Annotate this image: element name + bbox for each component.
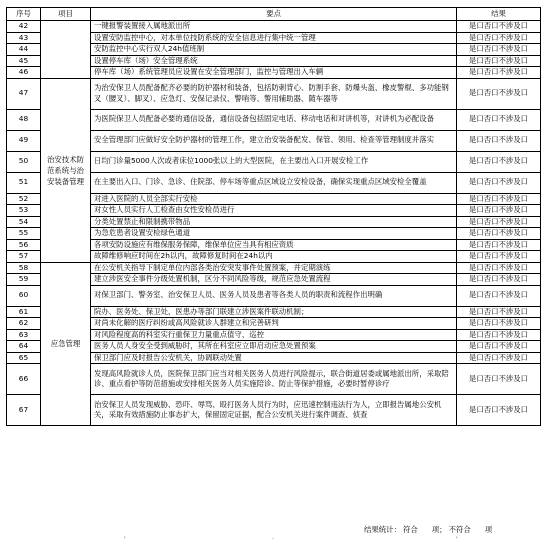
row-key-point: 在公安机关指导下制定单位内部各类治安突发事件处置预案，并定期演练 — [91, 262, 457, 274]
row-serial-no: 60 — [7, 285, 41, 306]
row-result-checkboxes[interactable]: 是口否口不涉及口 — [457, 395, 541, 426]
row-serial-no: 42 — [7, 21, 41, 33]
row-result-checkboxes[interactable]: 是口否口不涉及口 — [457, 67, 541, 79]
row-key-point: 一键报警装置接入属地派出所 — [91, 21, 457, 33]
row-key-point: 对尚未化解的医疗纠纷或高风险就诊人群建立和完善研判 — [91, 318, 457, 330]
header-serial-no: 序号 — [7, 8, 41, 21]
row-key-point: 各项安防设施应有维保服务保障，维保单位应当具有相应资质 — [91, 239, 457, 251]
row-key-point: 保卫部门应及时报告公安机关，协调联动处置 — [91, 352, 457, 364]
row-serial-no: 67 — [7, 395, 41, 426]
table-header-row — [7, 8, 541, 21]
row-result-checkboxes[interactable]: 是口否口不涉及口 — [457, 228, 541, 240]
row-result-checkboxes[interactable]: 是口否口不涉及口 — [457, 285, 541, 306]
row-serial-no: 51 — [7, 172, 41, 193]
row-key-point: 安防监控中心实行双人24h值班制 — [91, 44, 457, 56]
summary-nonconform-unit: 项 — [484, 525, 493, 534]
row-result-checkboxes[interactable]: 是口否口不涉及口 — [457, 262, 541, 274]
row-result-checkboxes[interactable]: 是口否口不涉及口 — [457, 55, 541, 67]
row-serial-no: 49 — [7, 130, 41, 151]
row-result-checkboxes[interactable]: 是口否口不涉及口 — [457, 109, 541, 130]
table-row — [7, 78, 541, 109]
row-serial-no: 59 — [7, 274, 41, 286]
foot-mark-right: ' — [456, 536, 458, 543]
row-key-point: 发现高风险就诊人员，医院保卫部门应当对相关医务人员进行风险提示，联合街道居委或属地派出所，采取陪诊、重点看护等防范措施或安排相关医务人员实施陪诊、防止等保护措施，必要时暂停诊疗 — [91, 364, 457, 395]
row-item-category: 应急管理 — [41, 262, 91, 426]
row-serial-no: 53 — [7, 205, 41, 217]
header-key-points: 要点 — [91, 8, 457, 21]
table-row — [7, 21, 541, 33]
row-serial-no: 52 — [7, 193, 41, 205]
row-key-point: 故障维修响应时间在2h以内，故障修复时间在24h以内 — [91, 251, 457, 263]
row-key-point: 设置停车库（场）安全管理系统 — [91, 55, 457, 67]
row-result-checkboxes[interactable]: 是口否口不涉及口 — [457, 318, 541, 330]
row-key-point: 设置安防监控中心，对本单位技防系统的安全信息进行集中统一管理 — [91, 32, 457, 44]
row-serial-no: 55 — [7, 228, 41, 240]
row-result-checkboxes[interactable]: 是口否口不涉及口 — [457, 239, 541, 251]
result-summary — [364, 525, 494, 535]
row-item-category-continued — [41, 21, 91, 79]
row-serial-no: 48 — [7, 109, 41, 130]
row-result-checkboxes[interactable]: 是口否口不涉及口 — [457, 32, 541, 44]
row-serial-no: 50 — [7, 151, 41, 172]
foot-mark-center: · — [272, 536, 274, 543]
row-key-point: 日均门诊量5000人次或者床位1000张以上的大型医院，在主要出入口开展安检工作 — [91, 151, 457, 172]
row-key-point: 建立涉医安全事件分级处置机制，区分不同风险等级，规范应急处置流程 — [91, 274, 457, 286]
row-serial-no: 61 — [7, 306, 41, 318]
row-result-checkboxes[interactable]: 是口否口不涉及口 — [457, 352, 541, 364]
row-result-checkboxes[interactable]: 是口否口不涉及口 — [457, 78, 541, 109]
row-key-point: 为治安保卫人员配备配齐必要的防护器材和装备，包括防刺背心、防割手套、防爆头盔、橡皮警棍、多功能钢叉（腰叉）、脚叉）、应急灯、安保记录仪、警哨等、警用辅助器、随车器等 — [91, 78, 457, 109]
summary-conform-label: 符合 — [402, 525, 418, 534]
foot-mark-left: ' — [124, 536, 126, 543]
row-result-checkboxes[interactable]: 是口否口不涉及口 — [457, 329, 541, 341]
row-item-category: 治安技术防范系统与治安装备管理 — [41, 78, 91, 262]
row-result-checkboxes[interactable]: 是口否口不涉及口 — [457, 21, 541, 33]
row-key-point: 医务人员人身安全受到威胁时，其所在科室应立即启动应急处置预案 — [91, 341, 457, 353]
row-result-checkboxes[interactable]: 是口否口不涉及口 — [457, 306, 541, 318]
row-key-point: 分类处置禁止和限制携带物品 — [91, 216, 457, 228]
row-serial-no: 63 — [7, 329, 41, 341]
row-result-checkboxes[interactable]: 是口否口不涉及口 — [457, 251, 541, 263]
summary-label: 结果统计： — [364, 525, 401, 534]
inspection-checklist-sheet — [6, 7, 540, 426]
row-result-checkboxes[interactable]: 是口否口不涉及口 — [457, 216, 541, 228]
row-key-point: 停车库（场）系统管理员应设置在安全管理部门，监控与管理出入车辆 — [91, 67, 457, 79]
page-foot-marks — [6, 537, 540, 543]
row-result-checkboxes[interactable]: 是口否口不涉及口 — [457, 193, 541, 205]
checklist-body — [7, 21, 541, 426]
row-result-checkboxes[interactable]: 是口否口不涉及口 — [457, 130, 541, 151]
checklist-table — [6, 7, 541, 426]
row-serial-no: 58 — [7, 262, 41, 274]
row-serial-no: 66 — [7, 364, 41, 395]
row-serial-no: 46 — [7, 67, 41, 79]
row-key-point: 在主要出入口、门诊、急诊、住院部、停车场等重点区域设立安检设备，确保实现重点区域安检全覆盖 — [91, 172, 457, 193]
row-serial-no: 47 — [7, 78, 41, 109]
row-result-checkboxes[interactable]: 是口否口不涉及口 — [457, 172, 541, 193]
row-serial-no: 43 — [7, 32, 41, 44]
row-key-point: 治安保卫人员发现威胁、恐吓、辱骂、殴打医务人员行为时，应迅速控制违法行为人，立即报告属地公安机关，采取有效措施防止事态扩大，保留固定证据，配合公安机关进行案件调查、侦查 — [91, 395, 457, 426]
summary-conform-unit: 项； — [431, 525, 447, 534]
summary-nonconform-label: 不符合 — [448, 525, 471, 534]
row-serial-no: 62 — [7, 318, 41, 330]
row-key-point: 为急危患者设置安检绿色通道 — [91, 228, 457, 240]
row-serial-no: 45 — [7, 55, 41, 67]
row-result-checkboxes[interactable]: 是口否口不涉及口 — [457, 205, 541, 217]
row-result-checkboxes[interactable]: 是口否口不涉及口 — [457, 44, 541, 56]
row-serial-no: 57 — [7, 251, 41, 263]
row-key-point: 院办、医务处、保卫处、医患办等部门联建立涉医案件联动机制； — [91, 306, 457, 318]
row-serial-no: 64 — [7, 341, 41, 353]
row-key-point: 对进入医院的人员全部实行安检 — [91, 193, 457, 205]
row-serial-no: 65 — [7, 352, 41, 364]
row-serial-no: 44 — [7, 44, 41, 56]
header-result: 结果 — [457, 8, 541, 21]
row-key-point: 对保卫部门、警务室、治安保卫人员、医务人员及患者等各类人员的职责和流程作出明确 — [91, 285, 457, 306]
row-serial-no: 54 — [7, 216, 41, 228]
row-result-checkboxes[interactable]: 是口否口不涉及口 — [457, 274, 541, 286]
row-serial-no: 56 — [7, 239, 41, 251]
row-key-point: 对女性人员实行人工检查由女性安检员进行 — [91, 205, 457, 217]
header-item: 项目 — [41, 8, 91, 21]
row-result-checkboxes[interactable]: 是口否口不涉及口 — [457, 341, 541, 353]
row-result-checkboxes[interactable]: 是口否口不涉及口 — [457, 364, 541, 395]
row-result-checkboxes[interactable]: 是口否口不涉及口 — [457, 151, 541, 172]
table-row — [7, 262, 541, 274]
row-key-point: 为医院保卫人员配备必要的通信设备，通信设备包括固定电话、移动电话和对讲机等，对讲机为必配设备 — [91, 109, 457, 130]
row-key-point: 对风险程度高的科室实行重保卫力量重点值守、巡控 — [91, 329, 457, 341]
row-key-point: 安全管理部门应做好安全防护器材的管理工作，建立治安装备配发、保管、领用、检查等管理制度并落实 — [91, 130, 457, 151]
